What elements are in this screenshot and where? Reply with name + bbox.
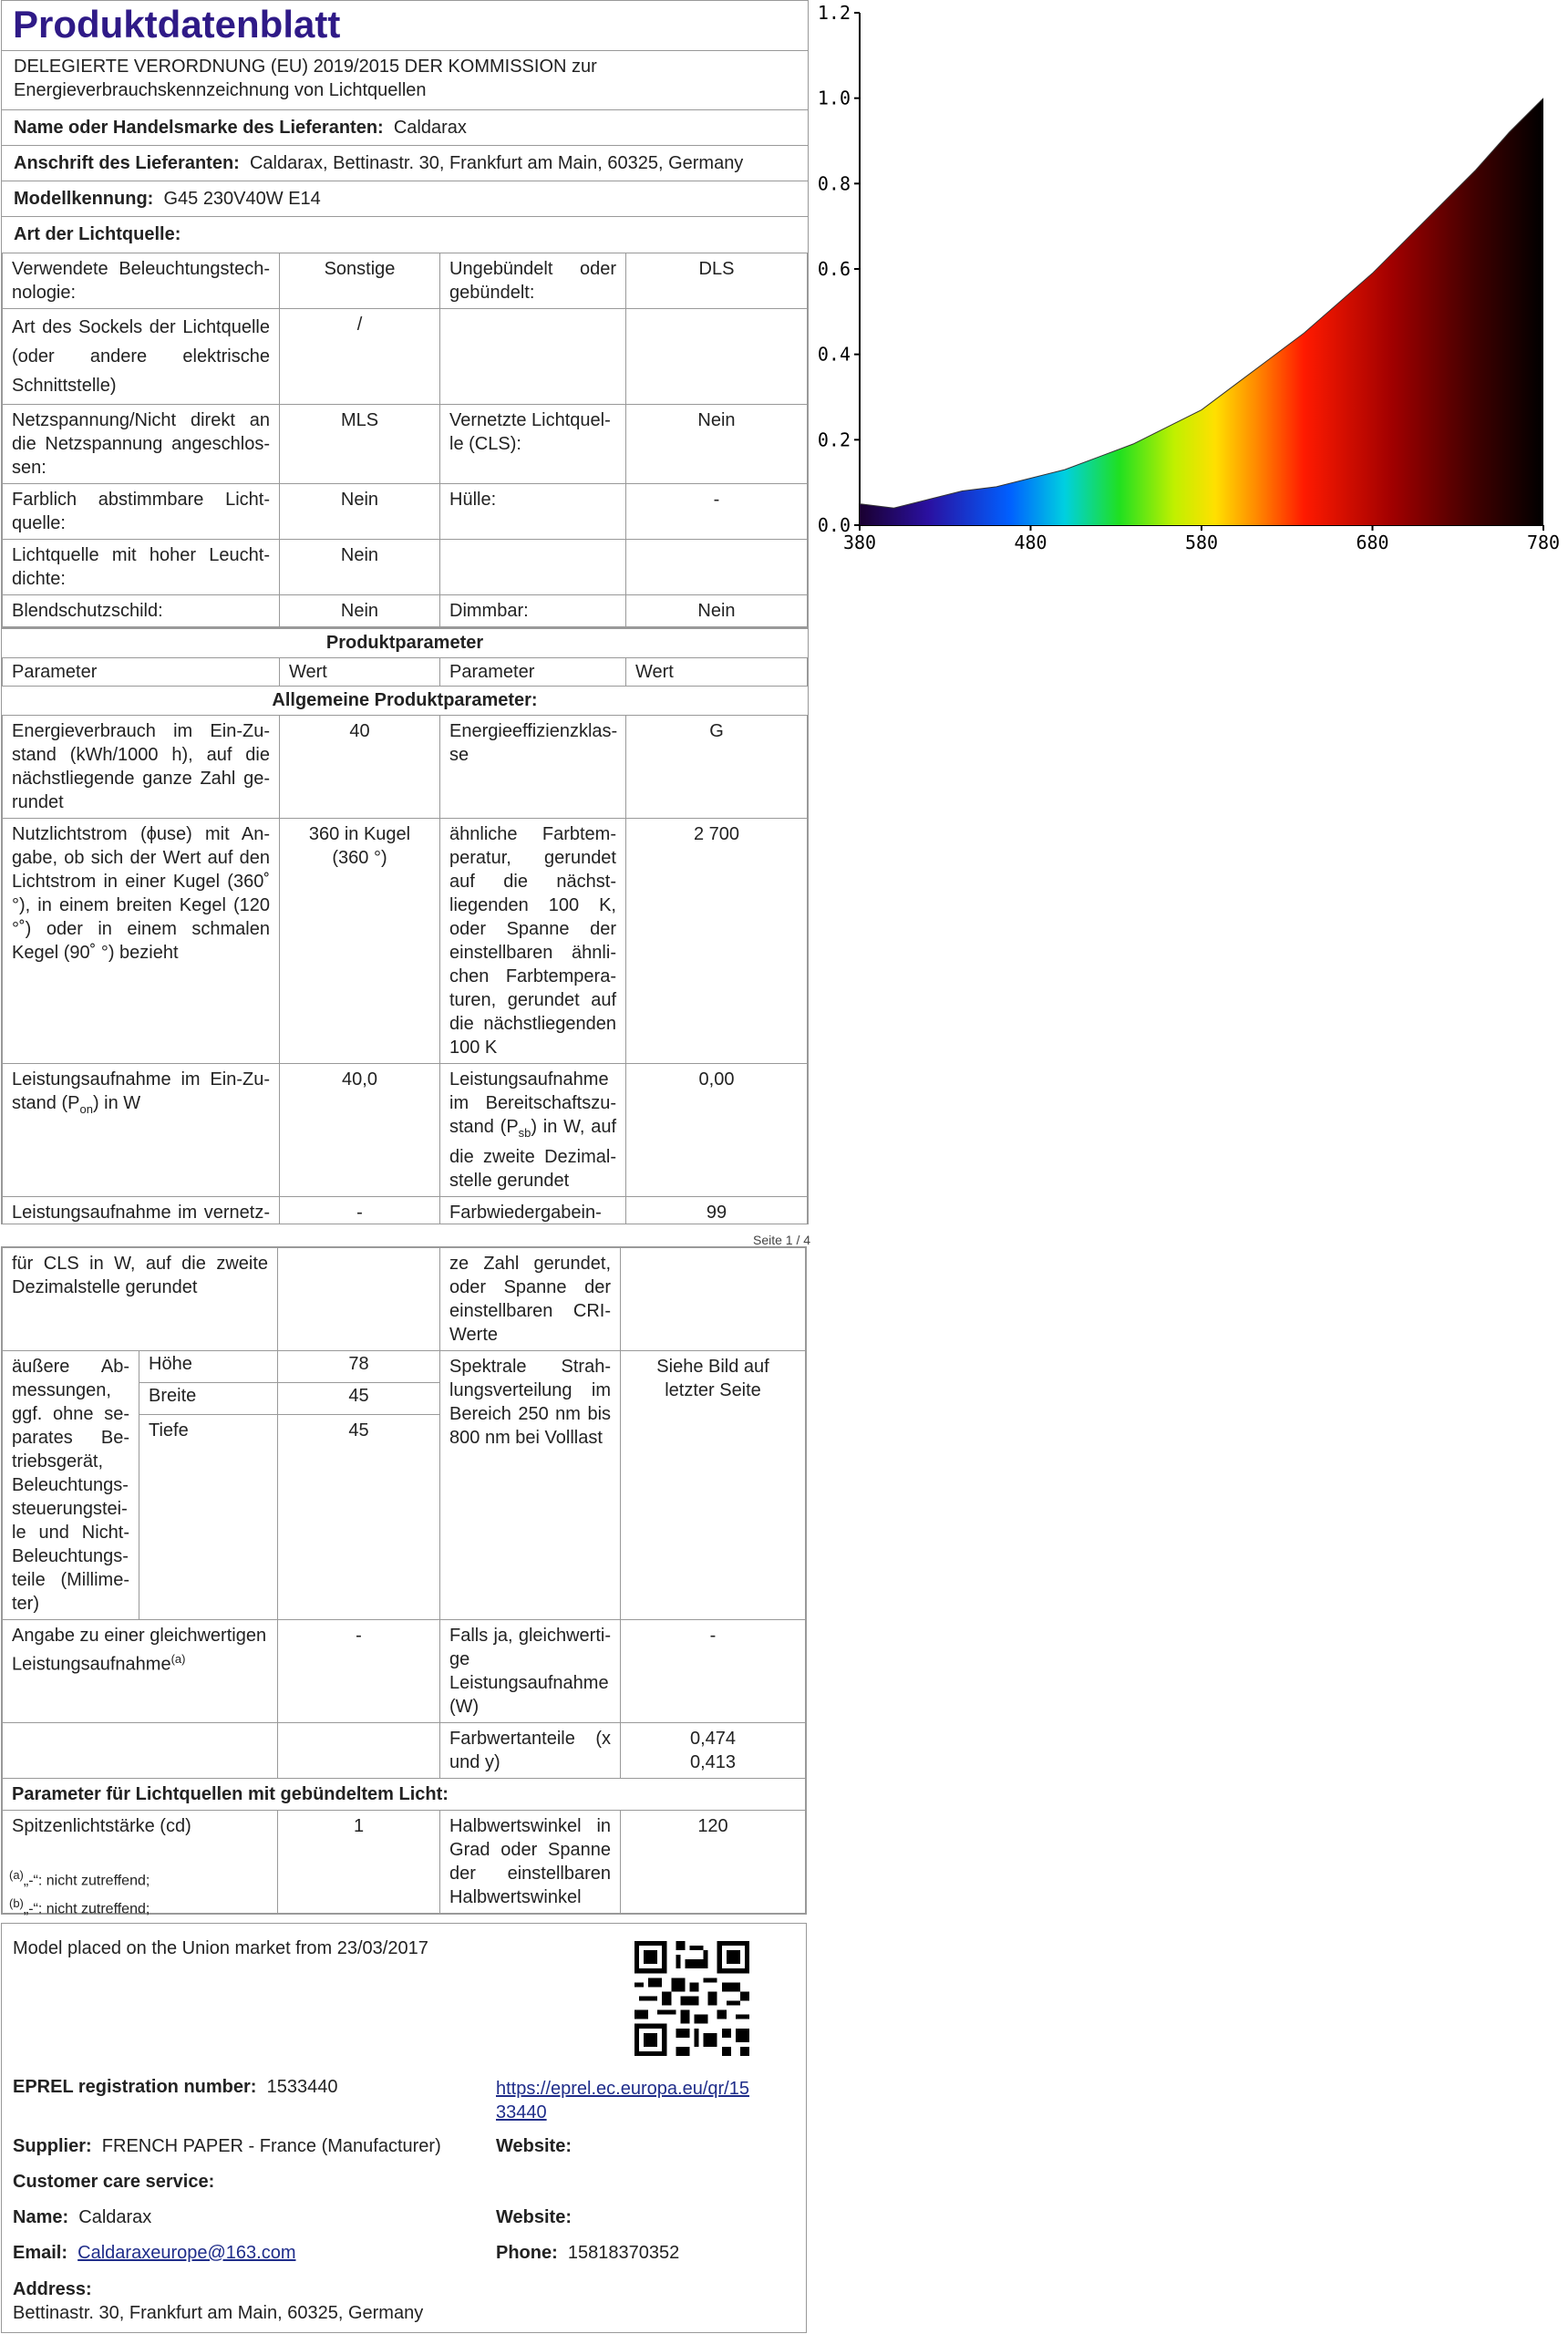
cell-value: 40,0 <box>280 1064 440 1197</box>
cell-value: 40 <box>280 716 440 819</box>
eprel-link[interactable] <box>496 2077 749 2124</box>
column-header: Wert <box>280 658 440 687</box>
table-row <box>3 1064 808 1197</box>
table-row <box>3 1620 806 1723</box>
cell-label: Hülle: <box>440 484 626 540</box>
x-tick-label: 780 <box>1526 532 1560 553</box>
cell-label: Verwendete Beleuchtungstechnologie: <box>3 253 280 309</box>
text: ) in W <box>92 1093 141 1113</box>
cell-label: Lichtquelle mit hoher Leuchtdichte: <box>3 540 280 595</box>
y-tick-label: 1.0 <box>817 87 851 109</box>
lightsource-type-heading: Art der Lichtquelle: <box>2 217 808 253</box>
supplier-label: Supplier: <box>13 2136 92 2156</box>
phone-row <box>496 2243 679 2264</box>
model-value: G45 230V40W E14 <box>163 189 321 209</box>
table-row <box>3 1779 806 1811</box>
supplier-name-value: Caldarax <box>393 118 467 138</box>
phone-label: Phone: <box>496 2243 558 2263</box>
cell-value <box>626 540 808 595</box>
cell-value: Nein <box>280 484 440 540</box>
table-row <box>3 1248 806 1351</box>
customer-care-label: Customer care service: <box>13 2172 215 2192</box>
width-value: 45 <box>278 1383 440 1415</box>
table-row <box>3 819 808 1064</box>
cell-value: Siehe Bild auf letzter Seite <box>621 1351 806 1620</box>
x-tick-label: 580 <box>1184 532 1219 553</box>
cell-label: Farbwiedergabein <box>440 1197 626 1225</box>
cell-value <box>621 1248 806 1351</box>
supplier-name-label: Name oder Handelsmarke des Lieferanten: <box>14 118 384 138</box>
email-row <box>13 2243 295 2264</box>
table-row <box>3 1351 806 1383</box>
eprel-link-line[interactable]: 33440 <box>496 2102 547 2122</box>
cell-value <box>621 1723 806 1779</box>
params-header-table <box>2 658 808 687</box>
continued-table <box>2 1247 806 1917</box>
cell-label: Falls ja, gleichwertige Leistungsaufnahme (W) <box>440 1620 621 1723</box>
table-header-row <box>3 658 808 687</box>
name-label: Name: <box>13 2207 69 2227</box>
cell-value: Sonstige <box>280 253 440 309</box>
cell-label: Art des Sockels der Lichtquelle (oder andere elektrische Schnittstelle) <box>3 309 280 405</box>
address-value: Bettinastr. 30, Frankfurt am Main, 60325, Germany <box>13 2303 424 2323</box>
supplier-row <box>13 2136 441 2157</box>
text: Leistungsaufnahme im Ein-Zustand (P <box>12 1069 270 1113</box>
market-date: Model placed on the Union market from 23/03/2017 <box>13 1938 428 1958</box>
website2-label: Website: <box>496 2207 572 2227</box>
cell-label: für CLS in W, auf die zweite Dezimalstelle gerundet <box>3 1248 278 1351</box>
table-row <box>3 484 808 540</box>
spectrum-chart <box>814 0 1560 558</box>
directional-heading: Parameter für Lichtquellen mit gebündeltem Licht: <box>3 1779 806 1811</box>
website-label-text: Website: <box>496 2136 572 2156</box>
datasheet-page-1 <box>1 0 809 1224</box>
website2-row <box>496 2207 572 2228</box>
cell-label: Spektrale Strahlungsverteilung im Bereich 250 nm bis 800 nm bei Volllast <box>440 1351 621 1620</box>
footnote-mark: (a) <box>9 1868 24 1882</box>
supplier-address-row <box>2 146 808 181</box>
regulation-intro: DELEGIERTE VERORDNUNG (EU) 2019/2015 DER KOMMISSION zur Energieverbrauchskennzeichnung von Lichtquellen <box>2 51 808 110</box>
cell-value: 360 in Kugel (360 °) <box>280 819 440 1064</box>
name-value: Caldarax <box>78 2207 152 2227</box>
supplier-name-row <box>2 110 808 146</box>
customer-care-heading <box>13 2172 214 2193</box>
text: Leistungsaufnahme im Bereitschaftszustand (P <box>449 1069 616 1137</box>
cell-value: MLS <box>280 405 440 484</box>
cell-label <box>440 540 626 595</box>
column-header: Parameter <box>440 658 626 687</box>
cell-value: G <box>626 716 808 819</box>
address-heading <box>13 2279 92 2300</box>
email-link[interactable]: Caldaraxeurope@163.com <box>77 2243 296 2263</box>
cell-label: Dimmbar: <box>440 595 626 627</box>
cell-value: - <box>626 484 808 540</box>
cell-label: ze Zahl gerundet, oder Spanne der einstellbaren CRI-Werte <box>440 1248 621 1351</box>
y-tick-label: 0.8 <box>817 172 851 195</box>
eprel-link-line[interactable]: https://eprel.ec.europa.eu/qr/15 <box>496 2079 749 2099</box>
cell-value <box>626 309 808 405</box>
cell-value: DLS <box>626 253 808 309</box>
model-row <box>2 181 808 217</box>
footnote-a <box>9 1868 150 1889</box>
y-tick-label: 0.0 <box>817 514 851 536</box>
cell-label: Vernetzte Lichtquelle (CLS): <box>440 405 626 484</box>
chroma-x: 0,474 <box>689 1729 737 1749</box>
cell-label <box>3 1197 280 1225</box>
eprel-reg-value: 1533440 <box>266 2077 338 2097</box>
footnote-text: „-“: nicht zutreffend; <box>23 1901 150 1917</box>
supplier-address-value: Caldarax, Bettinastr. 30, Frankfurt am Main, 60325, Germany <box>249 153 744 173</box>
model-label: Modellkennung: <box>14 189 154 209</box>
spectrum-area <box>860 98 1543 525</box>
x-tick-label: 380 <box>842 532 877 553</box>
column-header: Parameter <box>3 658 280 687</box>
cell-label: Netzspannung/Nicht direkt an die Netzspannung angeschlossen: <box>3 405 280 484</box>
cell-label <box>3 1064 280 1197</box>
text: ) in W, auf die zweite Dezimalstelle gerundet <box>449 1117 616 1191</box>
general-params-table <box>2 716 808 1224</box>
cell-value: - <box>278 1620 440 1723</box>
table-row <box>3 595 808 627</box>
eprel-reg-row <box>13 2077 337 2098</box>
cell-label <box>440 1064 626 1197</box>
product-params-heading: Produktparameter <box>2 627 808 658</box>
cell-value: 1 <box>278 1811 440 1914</box>
cell-label: Ungebündelt oder gebündelt: <box>440 253 626 309</box>
subscript: on <box>79 1102 93 1116</box>
cell-label: Nutzlichtstrom (ϕuse) mit Angabe, ob sich der Wert auf den Lichtstrom in einer Kugel (360˚ °), in einem breiten Kegel (120 °˚) oder in einem schmalen Kegel (90˚ °) bezieht <box>3 819 280 1064</box>
cell-label: Farbwertanteile (x und y) <box>440 1723 621 1779</box>
cell-value: / <box>280 309 440 405</box>
table-row <box>3 1197 808 1225</box>
cell-label: Energieeffizienzklasse <box>440 716 626 819</box>
depth-value: 45 <box>278 1415 440 1620</box>
text: Angabe zu einer gleichwertigen Leistungsaufnahme <box>12 1626 267 1675</box>
table-row <box>3 405 808 484</box>
column-header: Wert <box>626 658 808 687</box>
cell-value <box>278 1723 440 1779</box>
y-tick-label: 0.2 <box>817 429 851 451</box>
x-tick-label: 680 <box>1356 532 1389 553</box>
depth-label: Tiefe <box>139 1415 278 1620</box>
lightsource-table <box>2 253 808 627</box>
cell-label: Spitzenlichtstärke (cd) <box>3 1811 278 1914</box>
table-row <box>3 716 808 819</box>
cell-label <box>440 309 626 405</box>
table-row <box>3 309 808 405</box>
y-tick-label: 0.6 <box>817 258 851 280</box>
cell-value: Nein <box>626 595 808 627</box>
cell-value: 0,00 <box>626 1064 808 1197</box>
cell-value: Nein <box>280 540 440 595</box>
footnote-mark: (b) <box>9 1896 24 1910</box>
datasheet-page-2 <box>1 1246 807 1915</box>
cell-value <box>278 1248 440 1351</box>
cell-value: - <box>280 1197 440 1225</box>
height-label: Höhe <box>139 1351 278 1383</box>
chart-area <box>860 98 1543 525</box>
eprel-reg-label: EPREL registration number: <box>13 2077 257 2097</box>
page-title: Produktdatenblatt <box>2 1 808 51</box>
footnote-text: „-“: nicht zutreffend; <box>23 1873 150 1889</box>
chroma-y: 0,413 <box>689 1752 737 1772</box>
height-value: 78 <box>278 1351 440 1383</box>
address-label: Address: <box>13 2279 92 2299</box>
table-row <box>3 253 808 309</box>
name-row <box>13 2207 151 2228</box>
subscript: sb <box>518 1126 531 1140</box>
cell-value: Nein <box>280 595 440 627</box>
width-label: Breite <box>139 1383 278 1415</box>
website-label <box>496 2136 572 2157</box>
cell-value: Nein <box>626 405 808 484</box>
text: Leistungsaufnahme im vernetz <box>12 1203 270 1223</box>
cell-label <box>3 1723 278 1779</box>
eprel-info-box <box>1 1923 807 2333</box>
phone-value: 15818370352 <box>567 2243 680 2263</box>
cell-label: Farblich abstimmbare Lichtquelle: <box>3 484 280 540</box>
supplier-value: FRENCH PAPER - France (Manufacturer) <box>101 2136 441 2156</box>
dimensions-label: äußere Abmessungen, ggf. ohne separates Betriebsgerät, Beleuchtungssteuerungsteile und Nicht-Beleuchtungsteile (Millimeter) <box>3 1351 139 1620</box>
cell-value: 2 700 <box>626 819 808 1064</box>
supplier-address-label: Anschrift des Lieferanten: <box>14 153 240 173</box>
y-tick-label: 1.2 <box>817 2 851 24</box>
email-label: Email: <box>13 2243 68 2263</box>
cell-label: Energieverbrauch im Ein-Zustand (kWh/1000 h), auf die nächstliegende ganze Zahl gerundet <box>3 716 280 819</box>
superscript: (a) <box>170 1652 186 1666</box>
y-tick-label: 0.4 <box>817 343 851 366</box>
footnote-b <box>9 1896 150 1917</box>
cell-label: Blendschutzschild: <box>3 595 280 627</box>
cell-label <box>3 1620 278 1723</box>
cell-label: ähnliche Farbtemperatur, gerundet auf die nächstliegenden 100 K, oder Spanne der einstellbaren ähnlichen Farbtemperaturen, gerundet auf die nächstliegenden 100 K <box>440 819 626 1064</box>
cell-value: - <box>621 1620 806 1723</box>
page-number: Seite 1 / 4 <box>753 1233 811 1247</box>
qr-code-icon[interactable] <box>634 1941 749 2056</box>
cell-value: 99 <box>626 1197 808 1225</box>
cell-value: 120 <box>621 1811 806 1914</box>
x-tick-label: 480 <box>1014 532 1047 553</box>
cell-label: Halbwertswinkel in Grad oder Spanne der einstellbaren Halbwertswinkel <box>440 1811 621 1914</box>
table-row <box>3 540 808 595</box>
general-params-heading: Allgemeine Produktparameter: <box>2 687 808 716</box>
table-row <box>3 1723 806 1779</box>
